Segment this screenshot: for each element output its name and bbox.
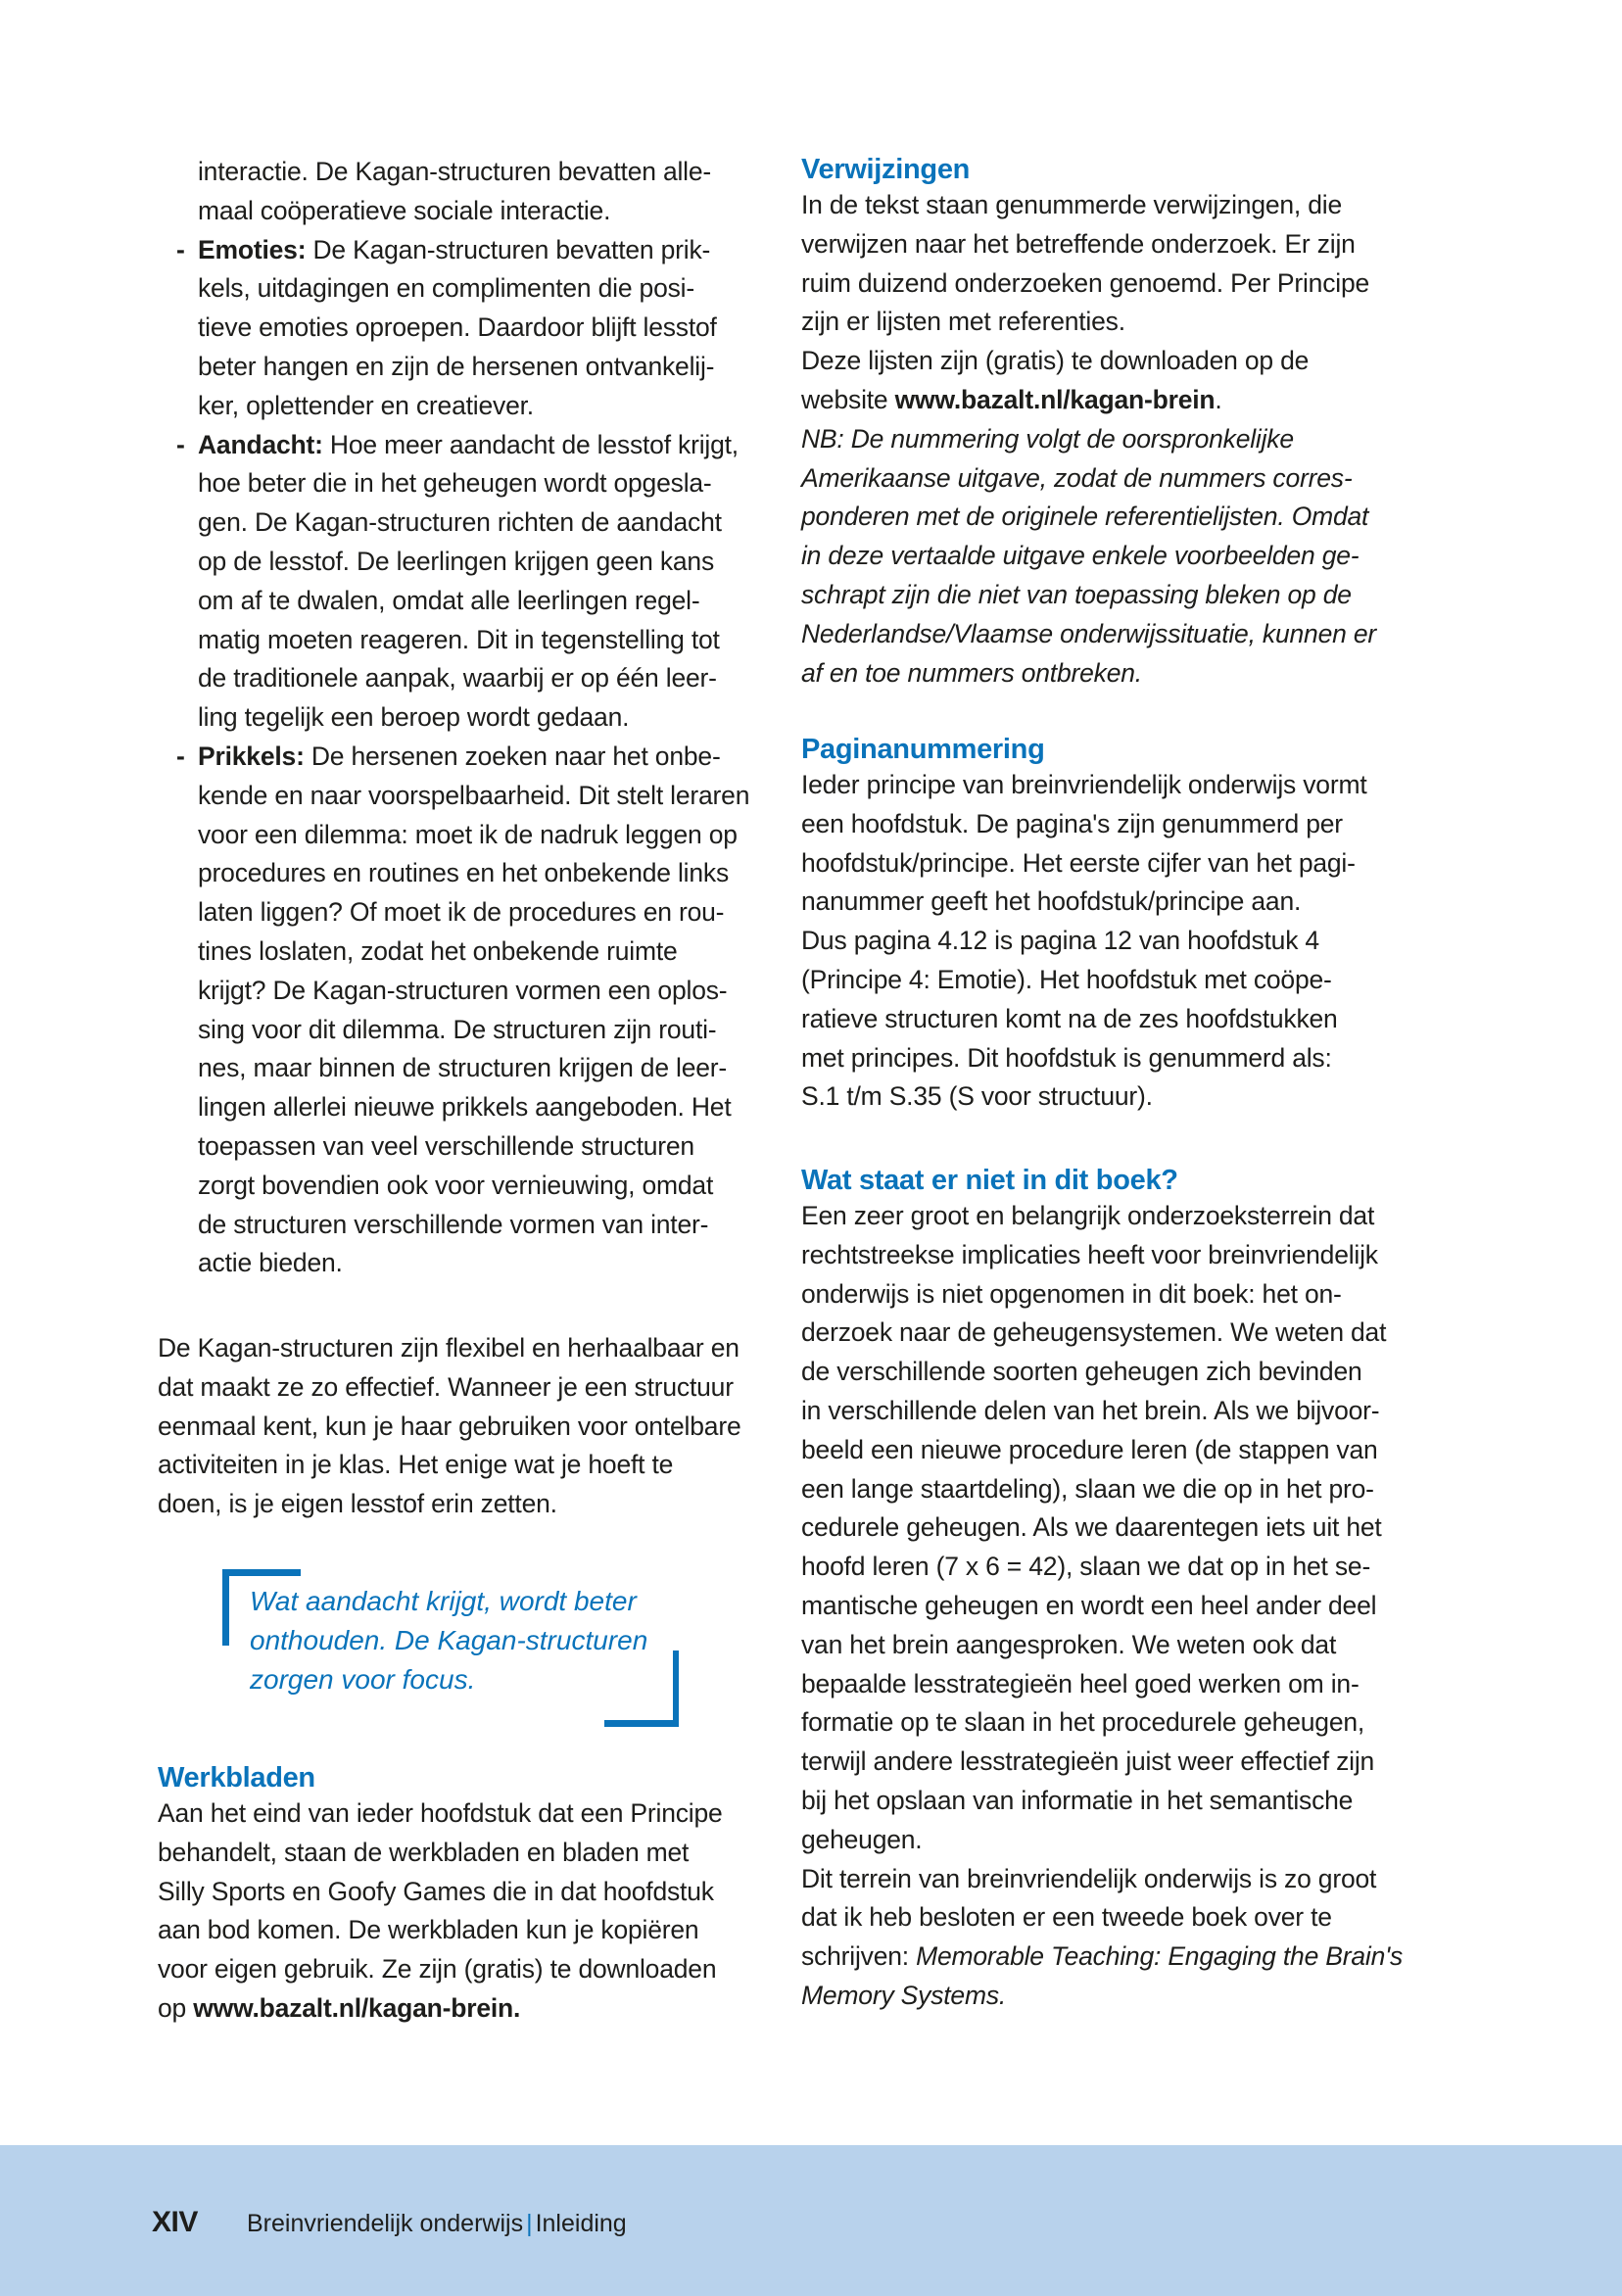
section-name: Inleiding xyxy=(535,2210,627,2237)
body-line xyxy=(801,381,1399,420)
werkbladen-section xyxy=(158,1761,765,2029)
bullet-first-line xyxy=(176,738,776,777)
body-line: de verschillende soorten geheugen zich bevinden xyxy=(801,1357,1362,1387)
references-link[interactable]: www.bazalt.nl/kagan-brein xyxy=(894,384,1216,414)
body-line: laten liggen? Of moet ik de procedures en rou- xyxy=(198,897,725,928)
body-line: gen. De Kagan-structuren richten de aandacht xyxy=(198,507,722,538)
note-line: in deze vertaalde uitgave enkele voorbeelden ge- xyxy=(801,541,1360,571)
body-line: de traditionele aanpak, waarbij er op één leer- xyxy=(198,663,717,694)
text-prefix: schrijven: xyxy=(801,1941,917,1972)
quote-bracket-bottom-right-h xyxy=(604,1720,679,1727)
body-line: van het brein aangesproken. We weten ook dat xyxy=(801,1629,1337,1659)
body-line: ruim duizend onderzoeken genoemd. Per Principe xyxy=(801,267,1370,298)
body-line: hoofd leren (7 x 6 = 42), slaan we dat op in het se- xyxy=(801,1552,1371,1582)
body-line: Ieder principe van breinvriendelijk onderwijs vormt xyxy=(801,770,1367,799)
bullet-emoties xyxy=(176,231,776,426)
book-title: Breinvriendelijk onderwijs xyxy=(247,2210,524,2237)
body-line: rechtstreekse implicaties heeft voor breinvriendelijk xyxy=(801,1239,1378,1269)
body-line: een hoofdstuk. De pagina's zijn genummerd per xyxy=(801,808,1343,838)
body-line: derzoek naar de geheugensystemen. We weten dat xyxy=(801,1317,1387,1348)
note-line: NB: De nummering volgt de oorspronkelijke xyxy=(801,423,1294,454)
body-line: aan bod komen. De werkbladen kun je kopiëren xyxy=(158,1915,699,1945)
body-line: tieve emoties oproepen. Daardoor blijft lesstof xyxy=(198,312,717,343)
body-line: sing voor dit dilemma. De structuren zijn routi- xyxy=(198,1014,717,1044)
body-line: cedurele geheugen. Als we daarentegen iets uit het xyxy=(801,1512,1382,1543)
body-line: voor eigen gebruik. Ze zijn (gratis) te downloaden xyxy=(158,1954,717,1985)
bullet-term: Prikkels: xyxy=(198,741,305,771)
body-line: hoe beter die in het geheugen wordt opgesla- xyxy=(198,468,712,499)
body-line: beeld een nieuwe procedure leren (de stappen van xyxy=(801,1434,1378,1464)
body-line xyxy=(158,1989,765,2029)
body-line: de structuren verschillende vormen van inter- xyxy=(198,1209,709,1239)
page-footer xyxy=(0,2145,1622,2296)
body-line: om af te dwalen, omdat alle leerlingen regel- xyxy=(198,585,700,615)
body-line: procedures en routines en het onbekende links xyxy=(198,858,729,888)
download-link[interactable]: www.bazalt.nl/kagan-brein. xyxy=(193,1992,521,2023)
body-line: in verschillende delen van het brein. Als we bijvoor- xyxy=(801,1395,1380,1425)
bullet-dash: - xyxy=(176,741,185,771)
body-line: zorgt bovendien ook voor vernieuwing, omdat xyxy=(198,1170,714,1200)
page-number: XIV xyxy=(152,2206,198,2238)
bullet-first-line xyxy=(176,231,776,270)
body-line: krijgt? De Kagan-structuren vormen een oplos- xyxy=(198,975,728,1005)
bullet-dash: - xyxy=(176,234,185,264)
note-line: ponderen met de originele referentielijsten. Omdat xyxy=(801,502,1369,532)
quote-line: zorgen voor focus. xyxy=(250,1664,476,1695)
body-line: lingen allerlei nieuwe prikkels aangeboden. Het xyxy=(198,1092,732,1123)
body-line: bij het opslaan van informatie in het semantische xyxy=(801,1785,1354,1815)
body-line: met principes. Dit hoofdstuk is genummerd als: xyxy=(801,1042,1332,1073)
body-line: bepaalde lesstrategieën heel goed werken om in- xyxy=(801,1668,1360,1698)
body-line: Dit terrein van breinvriendelijk onderwijs is zo groot xyxy=(801,1863,1377,1893)
body-line: doen, is je eigen lesstof erin zetten. xyxy=(158,1489,557,1519)
body-line: nanummer geeft het hoofdstuk/principe aan. xyxy=(801,886,1302,917)
section-heading-verwijzingen: Verwijzingen xyxy=(801,154,971,185)
body-line: interactie. De Kagan-structuren bevatten alle- xyxy=(198,157,712,186)
body-line: formatie op te slaan in het procedurele geheugen, xyxy=(801,1707,1365,1738)
quote-bracket-top-left-h xyxy=(222,1569,301,1576)
body-line: mantische geheugen en wordt een heel ander deel xyxy=(801,1590,1377,1620)
body-line: geheugen. xyxy=(801,1824,923,1854)
body-line: hoofdstuk/principe. Het eerste cijfer van het pagi- xyxy=(801,847,1356,878)
running-title xyxy=(247,2210,627,2238)
bullet-first-line xyxy=(176,426,776,465)
niet-in-boek-section xyxy=(801,1164,1404,2016)
bullet-text: De Kagan-structuren bevatten prik- xyxy=(306,234,711,264)
note-line: Amerikaanse uitgave, zodat de nummers corres- xyxy=(801,462,1353,493)
note-line: af en toe nummers ontbreken. xyxy=(801,657,1142,688)
quote-bracket-bottom-right-v xyxy=(673,1650,679,1727)
note-line: schrapt zijn die niet van toepassing bleken op de xyxy=(801,579,1352,609)
book-title: Memorable Teaching: Engaging the Brain's xyxy=(916,1941,1404,1972)
body-line: een lange staartdeling), slaan we die op in het pro- xyxy=(801,1473,1374,1504)
verwijzingen-section xyxy=(801,153,1399,693)
body-line: voor een dilemma: moet ik de nadruk leggen op xyxy=(198,819,738,849)
body-line: Deze lijsten zijn (gratis) te downloaden op de xyxy=(801,346,1310,376)
body-line: S.1 t/m S.35 (S voor structuur). xyxy=(801,1081,1153,1112)
body-line: maal coöperatieve sociale interactie. xyxy=(198,195,611,225)
body-line: In de tekst staan genummerde verwijzingen, die xyxy=(801,190,1343,219)
body-line: Aan het eind van ieder hoofdstuk dat een Principe xyxy=(158,1798,723,1828)
quote-line: Wat aandacht krijgt, wordt beter xyxy=(250,1586,637,1616)
quote-line: onthouden. De Kagan-structuren xyxy=(250,1625,648,1655)
body-line: ratieve structuren komt na de zes hoofdstukken xyxy=(801,1003,1338,1033)
body-line: nes, maar binnen de structuren krijgen de leer- xyxy=(198,1053,728,1083)
body-line: (Principe 4: Emotie). Het hoofdstuk met coöpe- xyxy=(801,964,1332,994)
body-line: onderwijs is niet opgenomen in dit boek: het on- xyxy=(801,1278,1342,1309)
link-prefix: op xyxy=(158,1992,194,2023)
body-line: terwijl andere lesstrategieën juist weer effectief zijn xyxy=(801,1746,1375,1777)
body-line: eenmaal kent, kun je haar gebruiken voor ontelbare xyxy=(158,1411,741,1441)
title-separator: | xyxy=(526,2210,533,2237)
body-line: beter hangen en zijn de hersenen ontvankelij- xyxy=(198,351,715,381)
body-line: dat maakt ze zo effectief. Wanneer je een structuur xyxy=(158,1371,734,1402)
body-line: De Kagan-structuren zijn flexibel en herhaalbaar en xyxy=(158,1333,739,1363)
kagan-paragraph xyxy=(158,1329,765,1524)
body-line: tines loslaten, zodat het onbekende ruimte xyxy=(198,935,678,966)
body-line: dat ik heb besloten er een tweede boek over te xyxy=(801,1902,1332,1933)
body-line: toepassen van veel verschillende structuren xyxy=(198,1130,694,1161)
quote-text-block xyxy=(250,1582,661,1699)
bullet-dash: - xyxy=(176,429,185,459)
bullet-prikkels xyxy=(176,738,776,1283)
body-line: Dus pagina 4.12 is pagina 12 van hoofdstuk 4 xyxy=(801,926,1319,956)
body-line: zijn er lijsten met referenties. xyxy=(801,307,1125,337)
body-line: kende en naar voorspelbaarheid. Dit stelt leraren xyxy=(198,780,750,810)
link-prefix: website xyxy=(801,384,895,414)
section-heading-paginanummering: Paginanummering xyxy=(801,734,1045,765)
left-column xyxy=(176,153,776,1283)
body-line: matig moeten reageren. Dit in tegenstelling tot xyxy=(198,624,720,654)
bullet-text: Hoe meer aandacht de lesstof krijgt, xyxy=(322,429,739,459)
body-line: op de lesstof. De leerlingen krijgen geen kans xyxy=(198,546,715,576)
body-line xyxy=(801,1937,1404,1977)
bullet-aandacht xyxy=(176,426,776,738)
note-line: Nederlandse/Vlaamse onderwijssituatie, kunnen er xyxy=(801,618,1376,648)
book-title-continued: Memory Systems. xyxy=(801,1980,1007,2010)
link-suffix: . xyxy=(1215,384,1222,414)
body-line: activiteiten in je klas. Het enige wat je hoeft te xyxy=(158,1450,674,1480)
paginanummering-section xyxy=(801,733,1399,1117)
body-line: behandelt, staan de werkbladen en bladen met xyxy=(158,1837,690,1867)
section-heading-niet-in-boek: Wat staat er niet in dit boek? xyxy=(801,1165,1178,1196)
body-line: actie bieden. xyxy=(198,1248,343,1278)
body-line: Een zeer groot en belangrijk onderzoeksterrein dat xyxy=(801,1201,1375,1230)
bullet-term: Aandacht: xyxy=(198,429,323,459)
body-line: ker, oplettender en creatiever. xyxy=(198,390,534,420)
body-line: verwijzen naar het betreffende onderzoek. Er zijn xyxy=(801,228,1356,259)
section-heading-werkbladen: Werkbladen xyxy=(158,1762,315,1794)
body-line: kels, uitdagingen en complimenten die posi- xyxy=(198,273,694,304)
bullet-term: Emoties: xyxy=(198,234,307,264)
bullet-text: De hersenen zoeken naar het onbe- xyxy=(304,741,721,771)
body-line: ling tegelijk een beroep wordt gedaan. xyxy=(198,702,630,733)
quote-bracket-top-left-v xyxy=(222,1569,229,1646)
body-line: Silly Sports en Goofy Games die in dat hoofdstuk xyxy=(158,1876,714,1906)
